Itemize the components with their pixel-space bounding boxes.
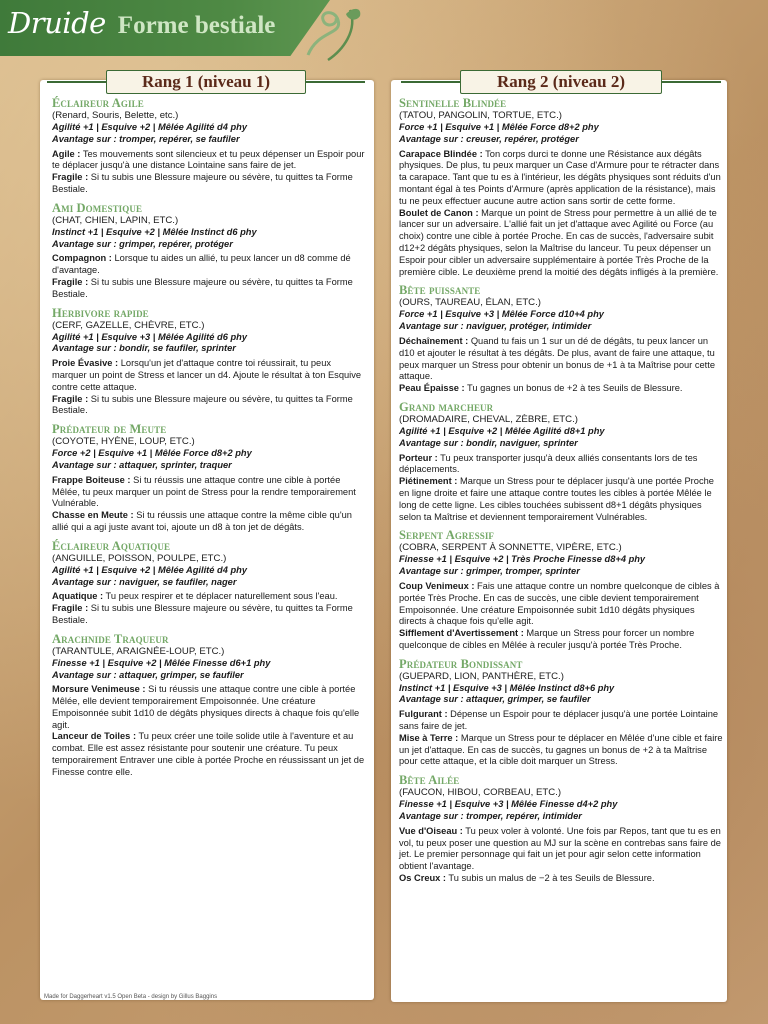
feature-text: Marque un Stress pour te déplacer jusqu'à une portée Proche en ligne droite et faire une attaque contre toutes les cibles à portée Mêlée le long de cette ligne. Les cibles touchées subissent d8+1 dégâts physiques selon ta Maîtrise et deviennent temporairement Vulnérables. bbox=[399, 476, 714, 522]
leaf-swirl-icon bbox=[298, 0, 368, 70]
form-feature bbox=[399, 208, 723, 279]
form-examples: (TATOU, PANGOLIN, TORTUE, ETC.) bbox=[399, 110, 562, 121]
feature-text: Marque un Stress pour forcer un nombre quelconque de cibles en Mêlée à reculer jusqu'à portée Très Proche. bbox=[399, 628, 695, 650]
form-feature bbox=[399, 709, 723, 733]
feature-text: Si tu réussis une attaque contre la même cible qu'un allié qui a agi juste avant toi, ajoute un d8 à ton jet de dégâts. bbox=[52, 510, 352, 532]
feature-name: Compagnon : bbox=[52, 253, 112, 264]
beast-form bbox=[399, 773, 723, 885]
form-feature bbox=[52, 591, 368, 603]
beast-form bbox=[52, 96, 368, 196]
feature-text: Lorsqu'un jet d'attaque contre toi réussirait, tu peux marquer un point de Stress et lancer un d4. Ajoute le résultat à ton Esquive contre cette attaque. bbox=[52, 358, 362, 392]
feature-text: Tu peux respirer et te déplacer naturellement sous l'eau. bbox=[103, 591, 338, 602]
form-stats: Force +1 | Esquive +3 | Mêlée Force d10+4 phy bbox=[399, 309, 604, 320]
feature-name: Os Creux : bbox=[399, 873, 447, 884]
form-examples: (OURS, TAUREAU, ÉLAN, ETC.) bbox=[399, 297, 541, 309]
form-feature bbox=[52, 510, 368, 534]
form-feature bbox=[399, 873, 723, 885]
form-name: Arachnide Traqueur bbox=[52, 631, 169, 646]
form-stats: Agilité +1 | Esquive +2 | Mêlée Agilité d4 phy bbox=[52, 122, 247, 132]
form-stats: Force +1 | Esquive +1 | Mêlée Force d8+2 phy bbox=[399, 122, 599, 132]
feature-text: Si tu subis une Blessure majeure ou sévère, tu quittes ta Forme Bestiale. bbox=[52, 393, 353, 416]
feature-name: Fulgurant : bbox=[399, 709, 448, 720]
form-name: Sentinelle Blindée bbox=[399, 96, 507, 110]
form-advantage: Avantage sur : grimper, tromper, sprinter bbox=[399, 566, 580, 577]
form-advantage: Avantage sur : naviguer, se faufiler, nager bbox=[52, 576, 237, 587]
feature-text: Quand tu fais un 1 sur un dé de dégâts, tu peux lancer un d10 et ajouter le résultat à tes dégâts. De plus, avant de faire une attaque, tu peux marquer un Stress pour obtenir un bonus de +1 à ta Maîtrise pour cette attaque. bbox=[399, 335, 716, 382]
form-feature bbox=[399, 826, 723, 873]
rank-2-forms bbox=[399, 96, 723, 890]
rank-1-forms bbox=[52, 96, 368, 784]
feature-name: Mise à Terre : bbox=[399, 732, 459, 743]
form-feature bbox=[399, 453, 723, 477]
form-feature bbox=[52, 394, 368, 418]
form-stats: Finesse +1 | Esquive +2 | Très Proche Finesse d8+4 phy bbox=[399, 554, 646, 565]
feature-name: Lanceur de Toiles : bbox=[52, 731, 137, 742]
form-advantage: Avantage sur : bondir, naviguer, sprinter bbox=[399, 437, 578, 448]
form-stats: Finesse +1 | Esquive +3 | Mêlée Finesse d4+2 phy bbox=[399, 799, 618, 810]
form-feature bbox=[52, 358, 368, 393]
form-advantage: Avantage sur : bondir, se faufiler, sprinter bbox=[52, 343, 236, 354]
page-title bbox=[8, 6, 275, 50]
page-subtitle: Forme bestiale bbox=[117, 12, 276, 39]
form-feature bbox=[399, 733, 723, 768]
feature-text: Si tu subis une Blessure majeure ou sévère, tu quittes ta Forme Bestiale. bbox=[52, 172, 353, 194]
feature-text: Fais une attaque contre un nombre quelconque de cibles à portée Très Proche. En cas de succès, une cible devient temporairement Empoisonnée. Une créature Empoisonnée subit 1d10 dégâts physiques directs à chaque fois qu'elle agit. bbox=[399, 580, 720, 627]
feature-name: Frappe Boiteuse : bbox=[52, 474, 131, 485]
form-name: Ami Domestique bbox=[52, 200, 143, 215]
form-feature bbox=[52, 149, 368, 173]
feature-text: Si tu subis une Blessure majeure ou sévère, tu quittes ta Forme Bestiale. bbox=[52, 276, 353, 299]
form-feature bbox=[52, 603, 368, 627]
feature-text: Tes mouvements sont silencieux et tu peux dépenser un Espoir pour te déplacer jusqu'à une distance Lointaine sans faire de jet. bbox=[52, 148, 365, 171]
feature-text: Tu peux créer une toile solide utile à l'aventure et au combat. Elle est assez résistante pour soutenir une créature. Tu peux temporairement Entraver une cible à portée Proche en réussissant un jet de Finesse contre elle. bbox=[52, 731, 365, 777]
feature-name: Peau Épaisse : bbox=[399, 383, 465, 394]
beast-form bbox=[52, 632, 368, 779]
form-stats: Agilité +1 | Esquive +2 | Mêlée Agilité d8+1 phy bbox=[399, 425, 605, 436]
feature-text: Tu subis un malus de −2 à tes Seuils de Blessure. bbox=[446, 873, 655, 884]
feature-text: Ton corps durci te donne une Résistance aux dégâts physiques. De plus, tu peux marquer un Case d'Armure pour te rétracter dans ta carapace. Tant que tu es à l'intérieur, les dégâts physiques sont réduits d'un montant égal à tes Points d'Armure (après application de la résistance), mais tu ne peux effectuer aucune autre action sans sortir de cette forme. bbox=[399, 148, 721, 206]
feature-text: Lorsque tu aides un allié, tu peux lancer un d8 comme dé d'avantage. bbox=[52, 253, 351, 276]
form-examples: (Renard, Souris, Belette, etc.) bbox=[52, 110, 179, 121]
feature-text: Si tu réussis une attaque contre une cible à portée Mêlée, elle devient temporairement Empoisonnée. Une créature Empoisonnée subit 1d10 de dégâts physiques directs à chaque fois qu'elle agit. bbox=[52, 684, 360, 730]
form-feature bbox=[399, 149, 723, 208]
form-feature bbox=[399, 628, 723, 652]
beast-form bbox=[399, 96, 723, 278]
form-feature bbox=[52, 475, 368, 510]
beast-form bbox=[399, 283, 723, 395]
form-feature bbox=[399, 581, 723, 628]
form-name: Bête Ailée bbox=[399, 773, 460, 788]
form-feature bbox=[52, 172, 368, 196]
beast-form bbox=[399, 528, 723, 651]
form-examples: (COYOTE, HYÈNE, LOUP, ETC.) bbox=[52, 436, 195, 448]
feature-name: Coup Venimeux : bbox=[399, 580, 475, 591]
form-feature bbox=[399, 336, 723, 383]
form-name: Bête puissante bbox=[399, 283, 481, 298]
feature-name: Fragile : bbox=[52, 393, 89, 404]
class-name: Druide bbox=[8, 6, 106, 40]
feature-name: Chasse en Meute : bbox=[52, 510, 134, 521]
form-feature bbox=[52, 684, 368, 731]
feature-text: Tu gagnes un bonus de +2 à tes Seuils de Blessure. bbox=[464, 383, 683, 394]
form-name: Serpent Agressif bbox=[399, 528, 495, 543]
form-feature bbox=[52, 253, 368, 277]
feature-text: Si tu subis une Blessure majeure ou sévère, tu quittes ta Forme Bestiale. bbox=[52, 603, 353, 625]
feature-text: Marque un point de Stress pour permettre à un allié de te lancer sur un adversaire. L'allié fait un jet d'attaque avec Agilité ou Force (au choix) contre une cible à portée Proche. En cas de succès, l'adversaire subit d12+2 dégâts physiques, selon la Maîtrise du lanceur. Tu peux dépenser un Espoir pour cibler un adversaire supplémentaire à portée Très Proche de la première cible. Le deuxième prend la moitié des dégâts infligés à la première. bbox=[399, 207, 719, 277]
form-name: Éclaireur Agile bbox=[52, 96, 144, 110]
form-name: Éclaireur Aquatique bbox=[52, 538, 171, 553]
form-stats: Agilité +1 | Esquive +3 | Mêlée Agilité d6 phy bbox=[52, 331, 247, 342]
feature-name: Proie Évasive : bbox=[52, 358, 119, 369]
form-name: Prédateur de Meute bbox=[52, 422, 167, 437]
footer-credit: Made for Daggerheart v1.5 Open Beta - design by Gillus Baggins bbox=[44, 994, 218, 1000]
beast-form bbox=[399, 657, 723, 769]
form-feature bbox=[52, 731, 368, 778]
beast-form bbox=[52, 539, 368, 627]
form-examples: (CERF, GAZELLE, CHÈVRE, ETC.) bbox=[52, 319, 205, 331]
form-stats: Finesse +1 | Esquive +2 | Mêlée Finesse d6+1 phy bbox=[52, 657, 271, 668]
form-advantage: Avantage sur : attaquer, sprinter, traquer bbox=[52, 459, 232, 470]
form-advantage: Avantage sur : tromper, repérer, intimider bbox=[399, 811, 582, 822]
feature-name: Sifflement d'Avertissement : bbox=[399, 628, 524, 639]
form-examples: (DROMADAIRE, CHEVAL, ZÈBRE, ETC.) bbox=[399, 413, 578, 425]
feature-text: Tu peux voler à volonté. Une fois par Repos, tant que tu es en vol, tu peux poser une question au MJ sur la scène en contrebas sans faire de jet. Le premier personnage qui fait un jet pour agir selon cette information obtient l'avantage. bbox=[399, 825, 721, 872]
feature-name: Déchaînement : bbox=[399, 335, 469, 346]
feature-name: Morsure Venimeuse : bbox=[52, 684, 146, 695]
rank-2-heading: Rang 2 (niveau 2) bbox=[460, 70, 662, 94]
form-advantage: Avantage sur : creuser, repérer, protéger bbox=[399, 133, 579, 144]
form-advantage: Avantage sur : tromper, repérer, se faufiler bbox=[52, 133, 240, 144]
feature-name: Porteur : bbox=[399, 452, 438, 463]
form-examples: (ANGUILLE, POISSON, POULPE, ETC.) bbox=[52, 552, 227, 564]
feature-name: Fragile : bbox=[52, 172, 89, 183]
beast-form bbox=[52, 201, 368, 301]
form-advantage: Avantage sur : attaquer, grimper, se faufiler bbox=[399, 694, 591, 705]
feature-name: Fragile : bbox=[52, 276, 89, 287]
form-feature bbox=[399, 383, 723, 395]
form-advantage: Avantage sur : naviguer, protéger, intimider bbox=[399, 321, 592, 332]
form-stats: Force +2 | Esquive +1 | Mêlée Force d8+2 phy bbox=[52, 448, 252, 459]
form-name: Herbivore rapide bbox=[52, 305, 149, 320]
form-stats: Instinct +1 | Esquive +2 | Mêlée Instinct d6 phy bbox=[52, 226, 257, 237]
beast-form bbox=[399, 400, 723, 523]
feature-text: Dépense un Espoir pour te déplacer jusqu'à une portée Lointaine sans faire de jet. bbox=[399, 709, 719, 732]
feature-text: Marque un Stress pour te déplacer en Mêlée d'une cible et faire un jet d'attaque. En cas de succès, tu gagnes un bonus de +2 à ta Maîtrise pour cette attaque, et la cible doit marquer un Stress. bbox=[399, 732, 723, 767]
form-examples: (COBRA, SERPENT À SONNETTE, VIPÈRE, ETC.) bbox=[399, 542, 622, 554]
feature-name: Agile : bbox=[52, 148, 81, 159]
feature-name: Boulet de Canon : bbox=[399, 207, 479, 218]
form-name: Grand marcheur bbox=[399, 399, 494, 414]
feature-name: Fragile : bbox=[52, 603, 89, 614]
form-name: Prédateur Bondissant bbox=[399, 656, 523, 671]
form-feature bbox=[399, 476, 723, 523]
feature-name: Aquatique : bbox=[52, 591, 104, 602]
form-examples: (CHAT, CHIEN, LAPIN, ETC.) bbox=[52, 214, 179, 226]
feature-name: Piétinement : bbox=[399, 476, 458, 487]
feature-text: Tu peux transporter jusqu'à deux alliés consentants lors de tes déplacements. bbox=[399, 452, 698, 475]
form-examples: (FAUCON, HIBOU, CORBEAU, ETC.) bbox=[399, 787, 562, 799]
feature-name: Vue d'Oiseau : bbox=[399, 825, 463, 836]
beast-form bbox=[52, 306, 368, 418]
feature-text: Si tu réussis une attaque contre une cible à portée Mêlée, tu peux marquer un point de Stress pour la rendre temporairement Vulnérable. bbox=[52, 474, 356, 509]
form-advantage: Avantage sur : attaquer, grimper, se faufiler bbox=[52, 669, 244, 680]
beast-form bbox=[52, 422, 368, 534]
form-feature bbox=[52, 277, 368, 301]
form-stats: Agilité +1 | Esquive +2 | Mêlée Agilité d4 phy bbox=[52, 564, 247, 575]
form-stats: Instinct +1 | Esquive +3 | Mêlée Instinct d8+6 phy bbox=[399, 682, 615, 693]
rank-1-heading: Rang 1 (niveau 1) bbox=[106, 70, 306, 94]
feature-name: Carapace Blindée : bbox=[399, 148, 483, 159]
form-examples: (GUEPARD, LION, PANTHÈRE, ETC.) bbox=[399, 670, 564, 682]
form-examples: (TARANTULE, ARAIGNÉE-LOUP, ETC.) bbox=[52, 645, 225, 657]
form-advantage: Avantage sur : grimper, repérer, protéger bbox=[52, 238, 233, 249]
